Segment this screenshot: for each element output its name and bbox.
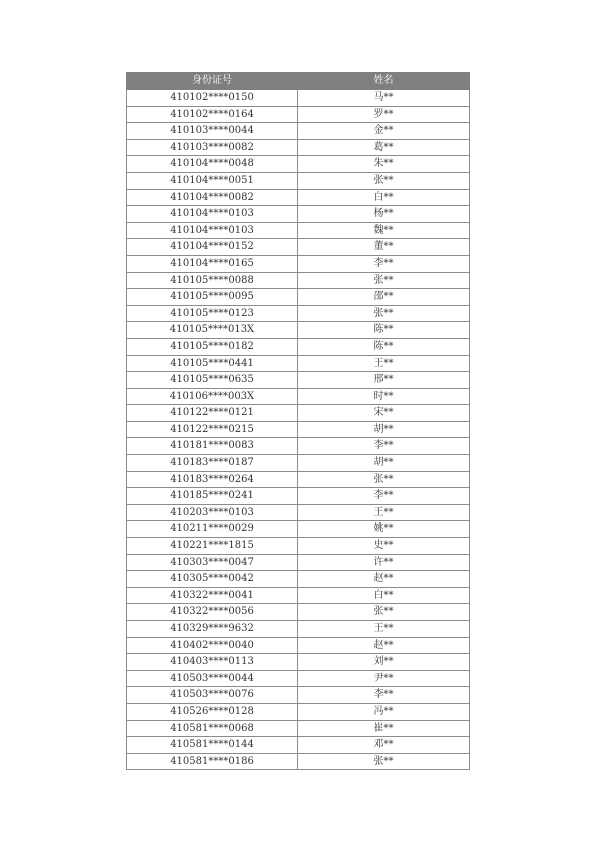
id-number-cell: 410105****0123	[127, 305, 298, 322]
name-cell: 赵**	[298, 637, 470, 654]
table-row	[127, 703, 470, 720]
id-number-cell: 410203****0103	[127, 504, 298, 521]
name-cell: 张**	[298, 172, 470, 189]
name-cell: 张**	[298, 471, 470, 488]
id-number-cell: 410303****0047	[127, 554, 298, 571]
table-row	[127, 488, 470, 505]
name-cell: 张**	[298, 305, 470, 322]
id-number-cell: 410122****0215	[127, 421, 298, 438]
table-row	[127, 322, 470, 339]
table-row	[127, 471, 470, 488]
id-number-cell: 410122****0121	[127, 405, 298, 422]
id-number-cell: 410105****0441	[127, 355, 298, 372]
name-cell: 张**	[298, 272, 470, 289]
id-number-cell: 410503****0076	[127, 687, 298, 704]
id-number-cell: 410402****0040	[127, 637, 298, 654]
name-cell: 史**	[298, 538, 470, 555]
id-number-cell: 410322****0056	[127, 604, 298, 621]
table-row	[127, 753, 470, 770]
id-number-cell: 410185****0241	[127, 488, 298, 505]
name-cell: 魏**	[298, 222, 470, 239]
name-cell: 白**	[298, 587, 470, 604]
table-row	[127, 587, 470, 604]
table-row	[127, 106, 470, 123]
table-row	[127, 654, 470, 671]
name-cell: 张**	[298, 753, 470, 770]
name-cell: 邵**	[298, 289, 470, 306]
table-row	[127, 405, 470, 422]
id-number-cell: 410102****0150	[127, 90, 298, 107]
name-column-header: 姓名	[298, 73, 470, 90]
id-number-cell: 410105****013X	[127, 322, 298, 339]
name-cell: 陈**	[298, 322, 470, 339]
id-number-cell: 410104****0152	[127, 239, 298, 256]
id-number-cell: 410104****0103	[127, 222, 298, 239]
name-cell: 李**	[298, 687, 470, 704]
name-cell: 李**	[298, 255, 470, 272]
name-cell: 白**	[298, 189, 470, 206]
table-row	[127, 538, 470, 555]
table-row	[127, 189, 470, 206]
id-name-table	[126, 72, 470, 770]
id-number-cell: 410403****0113	[127, 654, 298, 671]
id-number-cell: 410103****0044	[127, 123, 298, 140]
table-row	[127, 355, 470, 372]
id-number-cell: 410305****0042	[127, 571, 298, 588]
table-row	[127, 222, 470, 239]
table-row	[127, 255, 470, 272]
table-header-row	[127, 73, 470, 90]
name-cell: 李**	[298, 438, 470, 455]
id-number-cell: 410581****0144	[127, 737, 298, 754]
id-number-cell: 410102****0164	[127, 106, 298, 123]
id-number-cell: 410526****0128	[127, 703, 298, 720]
table-row	[127, 438, 470, 455]
name-cell: 陈**	[298, 338, 470, 355]
table-row	[127, 637, 470, 654]
name-cell: 许**	[298, 554, 470, 571]
id-number-cell: 410581****0186	[127, 753, 298, 770]
id-number-cell: 410104****0048	[127, 156, 298, 173]
id-number-cell: 410103****0082	[127, 139, 298, 156]
table-row	[127, 338, 470, 355]
name-cell: 王**	[298, 504, 470, 521]
name-cell: 朱**	[298, 156, 470, 173]
table-row	[127, 305, 470, 322]
table-row	[127, 737, 470, 754]
name-cell: 李**	[298, 488, 470, 505]
name-cell: 董**	[298, 239, 470, 256]
table-row	[127, 289, 470, 306]
table-row	[127, 687, 470, 704]
id-number-cell: 410181****0083	[127, 438, 298, 455]
table-row	[127, 720, 470, 737]
id-number-cell: 410211****0029	[127, 521, 298, 538]
name-cell: 刘**	[298, 654, 470, 671]
table-row	[127, 272, 470, 289]
name-cell: 姚**	[298, 521, 470, 538]
id-number-cell: 410221****1815	[127, 538, 298, 555]
name-cell: 金**	[298, 123, 470, 140]
name-cell: 邢**	[298, 372, 470, 389]
id-number-cell: 410183****0187	[127, 455, 298, 472]
id-number-cell: 410322****0041	[127, 587, 298, 604]
id-number-cell: 410104****0165	[127, 255, 298, 272]
name-cell: 时**	[298, 388, 470, 405]
name-cell: 葛**	[298, 139, 470, 156]
table-row	[127, 206, 470, 223]
table-row	[127, 670, 470, 687]
table-row	[127, 421, 470, 438]
id-number-cell: 410106****003X	[127, 388, 298, 405]
table-body	[127, 90, 470, 770]
id-number-cell: 410183****0264	[127, 471, 298, 488]
name-cell: 张**	[298, 604, 470, 621]
name-cell: 王**	[298, 621, 470, 638]
id-number-cell: 410104****0051	[127, 172, 298, 189]
name-cell: 胡**	[298, 455, 470, 472]
name-cell: 王**	[298, 355, 470, 372]
table-row	[127, 372, 470, 389]
name-cell: 尹**	[298, 670, 470, 687]
table-row	[127, 521, 470, 538]
name-cell: 罗**	[298, 106, 470, 123]
id-number-cell: 410329****9632	[127, 621, 298, 638]
table-row	[127, 571, 470, 588]
id-number-cell: 410581****0068	[127, 720, 298, 737]
name-cell: 邓**	[298, 737, 470, 754]
name-cell: 杨**	[298, 206, 470, 223]
name-cell: 崔**	[298, 720, 470, 737]
id-number-cell: 410105****0635	[127, 372, 298, 389]
table-row	[127, 504, 470, 521]
table-row	[127, 90, 470, 107]
name-cell: 胡**	[298, 421, 470, 438]
table-row	[127, 123, 470, 140]
name-cell: 赵**	[298, 571, 470, 588]
table-row	[127, 156, 470, 173]
table-row	[127, 621, 470, 638]
name-cell: 宋**	[298, 405, 470, 422]
id-column-header: 身份证号	[127, 73, 298, 90]
table-row	[127, 239, 470, 256]
id-number-cell: 410105****0182	[127, 338, 298, 355]
name-cell: 马**	[298, 90, 470, 107]
table-row	[127, 604, 470, 621]
id-number-cell: 410104****0103	[127, 206, 298, 223]
id-number-cell: 410104****0082	[127, 189, 298, 206]
id-number-cell: 410105****0095	[127, 289, 298, 306]
id-number-cell: 410503****0044	[127, 670, 298, 687]
table-row	[127, 172, 470, 189]
name-cell: 冯**	[298, 703, 470, 720]
table-row	[127, 455, 470, 472]
table-row	[127, 139, 470, 156]
id-number-cell: 410105****0088	[127, 272, 298, 289]
table-row	[127, 554, 470, 571]
table-row	[127, 388, 470, 405]
